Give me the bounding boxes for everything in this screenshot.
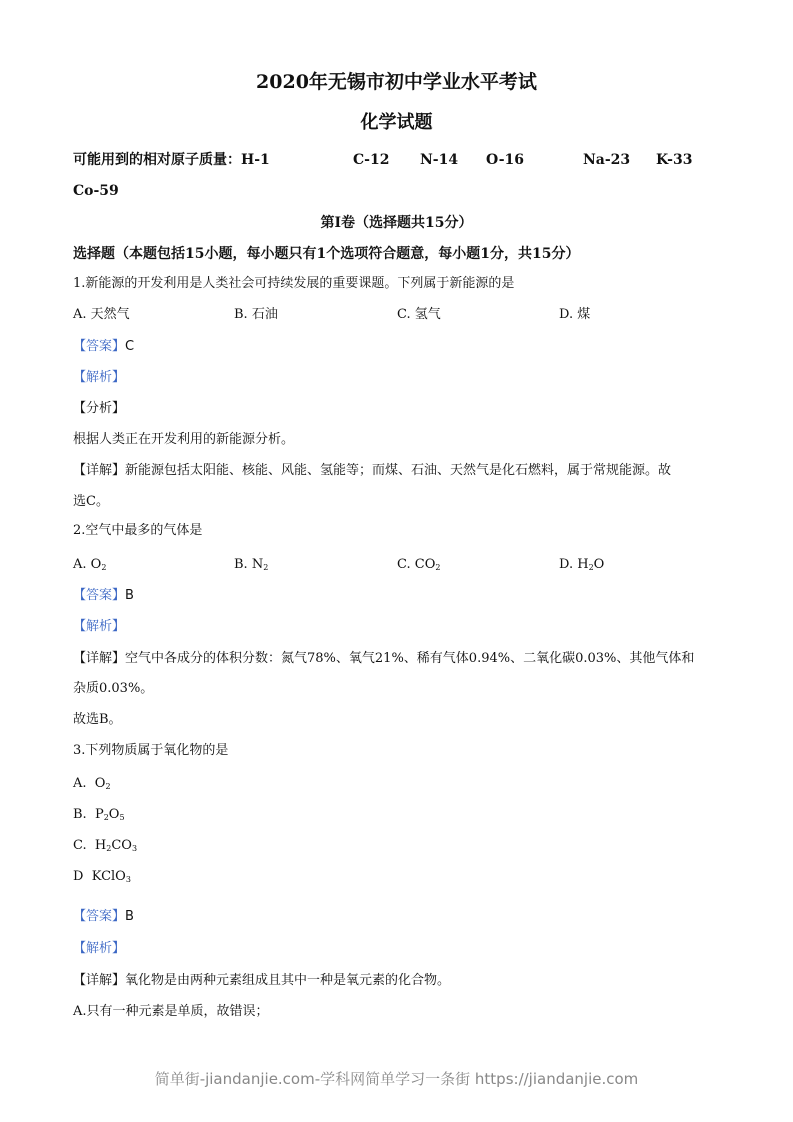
fenxi-text: 根据人类正在开发利用的新能源分析。 — [73, 432, 295, 447]
option-a: A. $O_2$ — [73, 557, 107, 572]
option-b: B. $P_2O_5$ — [73, 807, 125, 822]
detail-line-1 — [73, 650, 694, 668]
answer-tag: 【答案】 — [73, 339, 126, 354]
section-heading: 选择题（本题包括15小题，每小题只有1个选项符合题意，每小题1分，共15分） — [73, 246, 580, 262]
page-title: 2020年无锡市初中学业水平考试 — [256, 71, 537, 93]
option-a: A. $O_2$ — [73, 776, 111, 791]
detail-text: 新能源包括太阳能、核能、风能、氢能等；而煤、石油、天然气是化石燃料，属于常规能源。故 — [125, 463, 672, 478]
detail-text: 空气中各成分的体积分数：氮气78%、氧气21%、稀有气体0.94%、二氧化碳0.03%、其他气体和 — [125, 651, 695, 666]
page-subtitle: 化学试题 — [360, 112, 433, 133]
option-c: C. $CO_2$ — [397, 557, 441, 572]
mass-c: C-12 — [353, 152, 390, 168]
question-1-stem: 1.新能源的开发利用是人类社会可持续发展的重要课题。下列属于新能源的是 — [73, 276, 515, 291]
detail-text: 氧化物是由两种元素组成且其中一种是氧元素的化合物。 — [125, 973, 451, 988]
detail-line-2: 杂质0.03%。 — [73, 681, 154, 696]
mass-k: K-33 — [656, 152, 693, 168]
detail-tag: 【详解】 — [73, 463, 126, 478]
detail-line-1 — [73, 462, 671, 480]
fenxi-tag: 【分析】 — [73, 401, 126, 416]
masses-label: 可能用到的相对原子质量：H-1 — [73, 152, 270, 168]
answer-tag: 【答案】 — [73, 588, 126, 603]
question-2-stem: 2.空气中最多的气体是 — [73, 523, 203, 538]
answer-tag: 【答案】 — [73, 909, 126, 924]
detail-line-2: 选C。 — [73, 494, 109, 509]
analysis-tag: 【解析】 — [73, 370, 126, 385]
question-3-answer — [73, 908, 134, 926]
analysis-tag: 【解析】 — [73, 941, 126, 956]
mass-co: Co-59 — [73, 183, 119, 199]
detail-line-1 — [73, 972, 450, 990]
detail-line-3: 故选B。 — [73, 712, 122, 727]
option-d: D. $H_2O$ — [559, 557, 605, 572]
detail-tag: 【详解】 — [73, 973, 126, 988]
page-footer: 简单街-jiandanjie.com-学科网简单学习一条街 https://jiandanjie.com — [154, 1070, 639, 1088]
option-d: D KClO$_3$ — [73, 869, 131, 884]
option-b: B. $N_2$ — [234, 557, 269, 572]
volume-heading: 第I卷（选择题共15分） — [320, 215, 473, 231]
question-1-answer — [73, 338, 134, 356]
answer-value: C — [125, 339, 135, 354]
mass-n: N-14 — [420, 152, 459, 168]
option-d: D. 煤 — [559, 307, 591, 322]
answer-value: B — [125, 909, 134, 924]
option-a: A. 天然气 — [73, 307, 130, 322]
atomic-masses — [73, 151, 733, 169]
analysis-tag: 【解析】 — [73, 619, 126, 634]
detail-line-2: A.只有一种元素是单质，故错误； — [73, 1004, 269, 1019]
detail-tag: 【详解】 — [73, 651, 126, 666]
question-2-answer — [73, 587, 134, 605]
option-b: B. 石油 — [234, 307, 278, 322]
answer-value: B — [125, 588, 134, 603]
option-c: C. 氢气 — [397, 307, 441, 322]
question-3-stem: 3.下列物质属于氧化物的是 — [73, 743, 229, 758]
mass-o: O-16 — [486, 152, 525, 168]
mass-na: Na-23 — [583, 152, 631, 168]
option-c: C. $H_2CO_3$ — [73, 838, 138, 853]
